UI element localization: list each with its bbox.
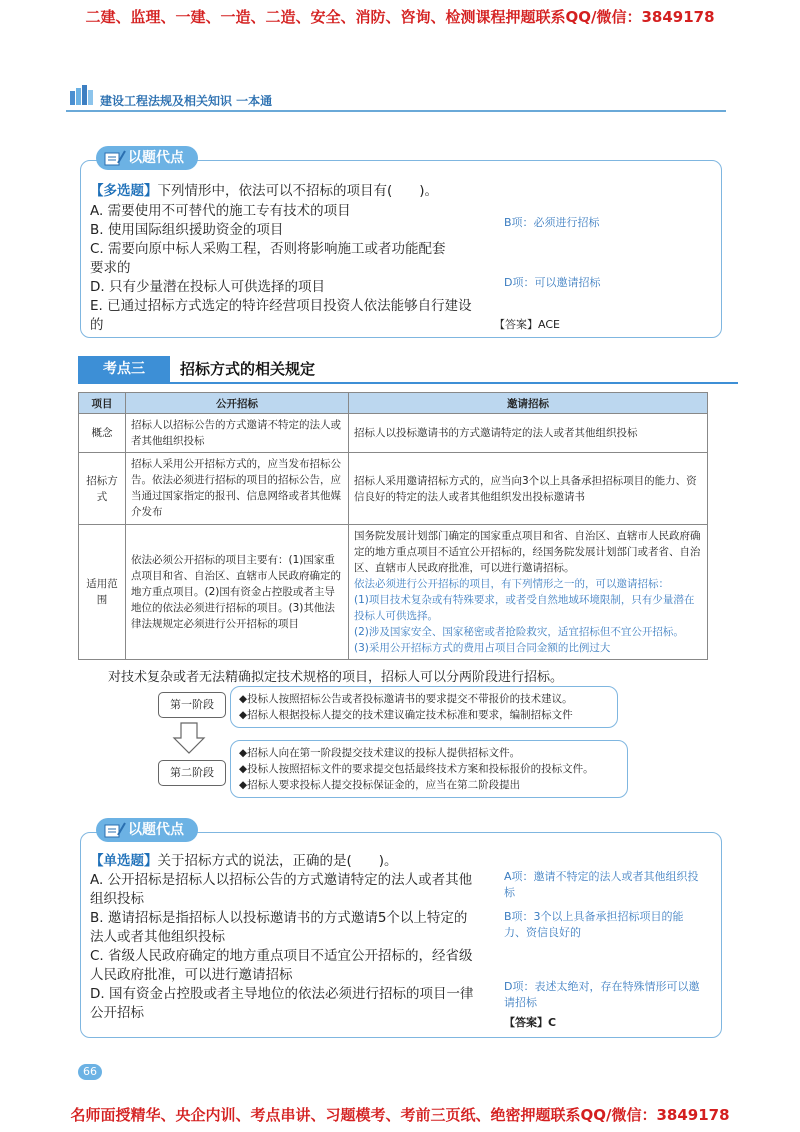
header-rule (66, 110, 726, 112)
pencil-book-icon (104, 149, 126, 167)
header-invite: 邀请招标 (349, 393, 708, 414)
cell-open: 招标人采用公开招标方式的，应当发布招标公告。依法必须进行招标的项目的招标公告，应当通过国家指定的报刊、信息网络或者其他媒介发布 (126, 453, 349, 525)
question-1 (90, 182, 510, 201)
stage1-item: ◆招标人根据投标人提交的技术建议确定技术标准和要求，编制招标文件 (239, 709, 573, 721)
section-title: 招标方式的相关规定 (180, 360, 316, 378)
page-number: 66 (78, 1064, 102, 1080)
cell-open: 招标人以招标公告的方式邀请不特定的法人或者其他组织投标 (126, 414, 349, 453)
table-row (79, 414, 708, 453)
stage1-label (158, 692, 226, 718)
down-arrow-icon (172, 722, 206, 754)
top-banner: 二建、监理、一建、一造、二造、安全、消防、咨询、检测课程押题联系QQ/微信：3849178 (85, 8, 715, 26)
stage2-label-text: 第二阶段 (170, 766, 214, 779)
answer-2: 【答案】C (504, 1016, 557, 1029)
stage2-item: ◆招标人要求投标人提交投标保证金的，应当在第二阶段提出 (239, 779, 521, 791)
book-stack-icon (68, 85, 96, 105)
answer-1: 【答案】ACE (494, 318, 560, 331)
example-tag-label: 以题代点 (128, 150, 184, 166)
two-stage-intro: 对技术复杂或者无法精确拟定技术规格的项目，招标人可以分两阶段进行招标。 (108, 670, 564, 685)
question-stem: 下列情形中，依法可以不招标的项目有( )。 (157, 183, 439, 199)
stage1-label-text: 第一阶段 (170, 698, 214, 711)
cell-invite (349, 525, 708, 660)
invite-blue-line: (3)采用公开招标方式的费用占项目合同金额的比例过大 (354, 642, 611, 654)
option-d: D. 只有少量潜在投标人可供选择的项目 (90, 279, 325, 295)
bottom-banner: 名师面授精华、央企内训、考点串讲、习题模考、考前三页纸、绝密押题联系QQ/微信：3849178 (70, 1106, 730, 1124)
side-note: D项：表述太绝对，存在特殊情形可以邀请招标 (504, 980, 700, 1009)
pencil-book-icon (104, 821, 126, 839)
table-header-row (79, 393, 708, 414)
invite-blue-line: (1)项目技术复杂或有特殊要求，或者受自然地域环境限制，只有少量潜在投标人可供选择。 (354, 594, 695, 622)
option-e: E. 已通过招标方式选定的特许经营项目投资人依法能够自行建设的 (90, 298, 472, 333)
invite-text: 国务院发展计划部门确定的国家重点项目和省、自治区、直辖市人民政府确定的地方重点项目不适宜公开招标的，经国务院发展计划部门或者省、自治区、直辖市人民政府批准，可以进行邀请招标。 (354, 530, 701, 574)
stage1-box (230, 686, 618, 728)
row-head: 招标方式 (79, 453, 126, 525)
comparison-table (78, 392, 708, 660)
side-note: D项：可以邀请招标 (504, 276, 601, 289)
cell-invite: 招标人以投标邀请书的方式邀请特定的法人或者其他组织投标 (349, 414, 708, 453)
question-stem: 关于招标方式的说法，正确的是( )。 (157, 853, 398, 869)
option-c: C. 需要向原中标人采购工程，否则将影响施工或者功能配套要求的 (90, 241, 446, 276)
section-label (78, 356, 170, 382)
section-rule (78, 382, 738, 384)
option-a: A. 需要使用不可替代的施工专有技术的项目 (90, 203, 351, 219)
example-tag-label: 以题代点 (128, 822, 184, 838)
question-type: 【单选题】 (90, 853, 158, 869)
cell-open: 依法必须公开招标的项目主要有：(1)国家重点项目和省、自治区、直辖市人民政府确定的地方重点项目。(2)国有资金占控股或者主导地位的依法必须进行招标的项目。(3)其他法律法规规定必须进行公开招标的项目 (126, 525, 349, 660)
side-note: A项：邀请不特定的法人或者其他组织投标 (504, 870, 699, 899)
section-label-text: 考点三 (103, 361, 145, 377)
cell-invite: 招标人采用邀请招标方式的，应当向3个以上具备承担招标项目的能力、资信良好的特定的法人或者其他组织发出投标邀请书 (349, 453, 708, 525)
invite-blue-line: (2)涉及国家安全、国家秘密或者抢险救灾，适宜招标但不宜公开招标。 (354, 626, 684, 638)
header-open: 公开招标 (126, 393, 349, 414)
row-head: 概念 (79, 414, 126, 453)
question-type: 【多选题】 (90, 183, 158, 199)
side-note: B项：必须进行招标 (504, 216, 600, 229)
table-row (79, 525, 708, 660)
stage2-item: ◆投标人按照招标文件的要求提交包括最终技术方案和投标报价的投标文件。 (239, 763, 594, 775)
book-title: 建设工程法规及相关知识 一本通 (100, 94, 273, 108)
stage2-item: ◆招标人向在第一阶段提交技术建议的投标人提供招标文件。 (239, 747, 521, 759)
invite-blue-line: 依法必须进行公开招标的项目，有下列情形之一的，可以邀请招标： (354, 578, 669, 590)
table-row (79, 453, 708, 525)
question-2 (90, 852, 490, 871)
row-head: 适用范围 (79, 525, 126, 660)
stage2-box (230, 740, 628, 798)
side-note: B项：3个以上具备承担招标项目的能力、资信良好的 (504, 910, 684, 939)
header-item: 项目 (79, 393, 126, 414)
option-c: C. 省级人民政府确定的地方重点项目不适宜公开招标的，经省级人民政府批准，可以进行邀请招标 (90, 948, 473, 983)
stage1-item: ◆投标人按照招标公告或者投标邀请书的要求提交不带报价的技术建议。 (239, 693, 573, 705)
stage2-label (158, 760, 226, 786)
option-d: D. 国有资金占控股或者主导地位的依法必须进行招标的项目一律公开招标 (90, 986, 474, 1021)
option-b: B. 邀请招标是指招标人以投标邀请书的方式邀请5个以上特定的法人或者其他组织投标 (90, 910, 468, 945)
option-b: B. 使用国际组织援助资金的项目 (90, 222, 284, 238)
option-a: A. 公开招标是招标人以招标公告的方式邀请特定的法人或者其他组织投标 (90, 872, 473, 907)
